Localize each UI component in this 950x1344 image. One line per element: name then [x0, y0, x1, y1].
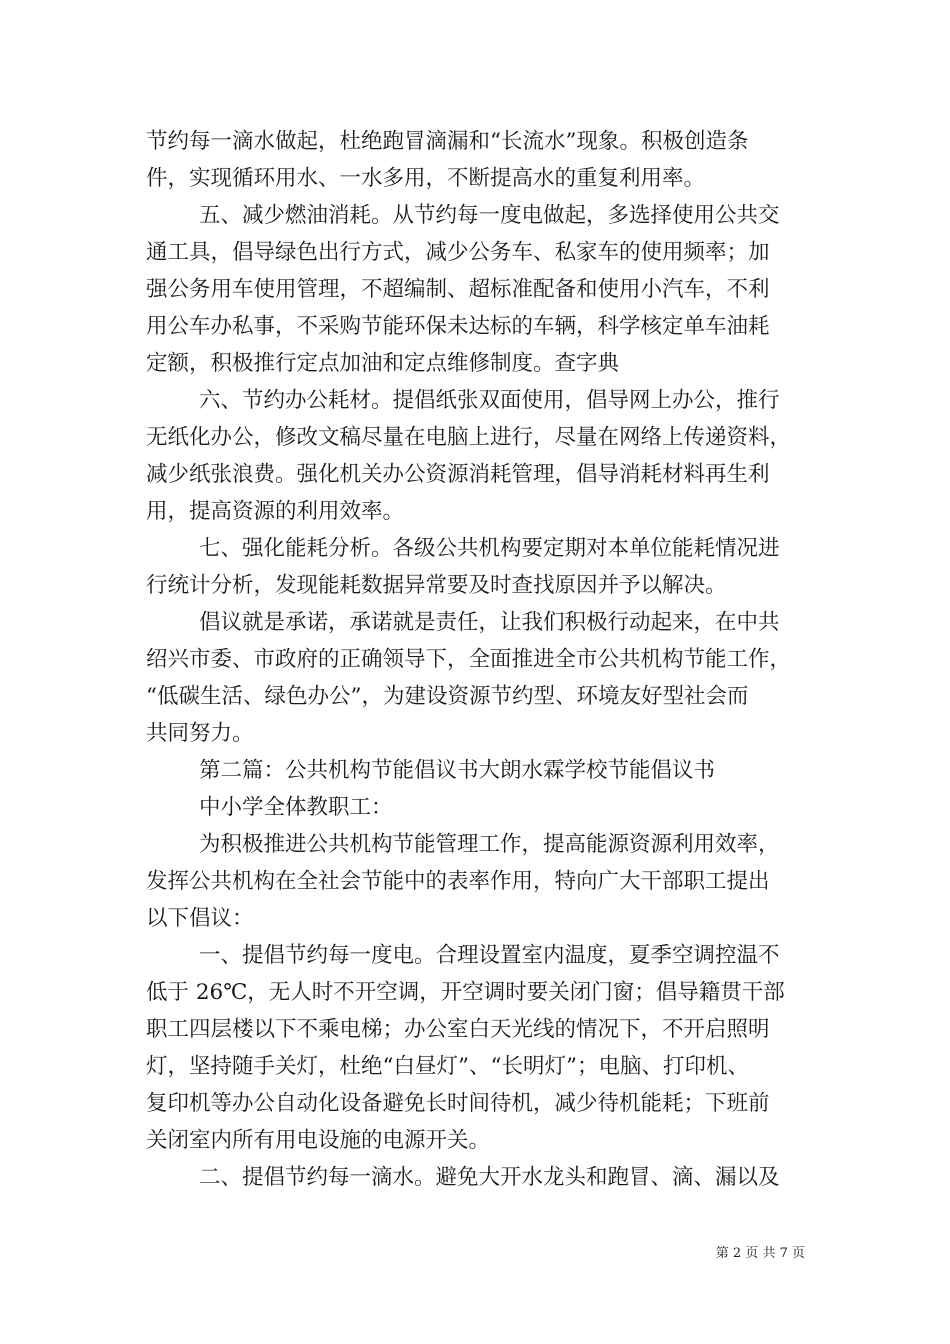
- text-line: 行统计分析，发现能耗数据异常要及时查找原因并予以解决。: [146, 573, 727, 598]
- text-line: 无纸化办公，修改文稿尽量在电脑上进行，尽量在网络上传递资料，: [146, 425, 792, 450]
- paragraph-start-line: 二、提倡节约每一滴水。避免大开水龙头和跑冒、滴、漏以及: [199, 1165, 780, 1190]
- paragraph-start-line: 倡议就是承诺，承诺就是责任，让我们积极行动起来，在中共: [199, 610, 780, 635]
- text-line: 强公务用车使用管理，不超编制、超标准配备和使用小汽车，不利: [146, 277, 770, 302]
- text-line: 用，提高资源的利用效率。: [146, 499, 405, 524]
- text-line: 通工具，倡导绿色出行方式，减少公务车、私家车的使用频率；加: [146, 240, 770, 265]
- text-line: 以下倡议：: [146, 906, 254, 931]
- paragraph-start-line: 为积极推进公共机构节能管理工作，提高能源资源利用效率，: [199, 832, 780, 857]
- text-line: 职工四层楼以下不乘电梯；办公室白天光线的情况下，不开启照明: [146, 1017, 770, 1042]
- paragraph-start-line: 五、减少燃油消耗。从节约每一度电做起，多选择使用公共交: [199, 203, 780, 228]
- text-line: 件，实现循环用水、一水多用，不断提高水的重复利用率。: [146, 166, 706, 191]
- text-line: 发挥公共机构在全社会节能中的表率作用，特向广大干部职工提出: [146, 869, 770, 894]
- paragraph-start-line: 六、节约办公耗材。提倡纸张双面使用，倡导网上办公，推行: [199, 388, 780, 413]
- salutation-line: 中小学全体教职工：: [199, 795, 393, 820]
- page-number-footer: 第 2 页 共 7 页: [715, 1246, 805, 1261]
- text-line: 用公车办私事，不采购节能环保未达标的车辆，科学核定单车油耗: [146, 314, 770, 339]
- section-heading: 第二篇：公共机构节能倡议书大朗水霖学校节能倡议书: [199, 758, 716, 783]
- text-line: “低碳生活、绿色办公”，为建设资源节约型、环境友好型社会而: [146, 684, 749, 709]
- text-line: 灯，坚持随手关灯，杜绝“白昼灯”、“长明灯”；电脑、打印机、: [146, 1054, 749, 1079]
- text-line: 低于 26℃，无人时不开空调，开空调时要关闭门窗；倡导籍贯干部: [146, 980, 785, 1005]
- text-line: 复印机等办公自动化设备避免长时间待机，减少待机能耗；下班前: [146, 1091, 770, 1116]
- text-line: 定额，积极推行定点加油和定点维修制度。查字典: [146, 351, 620, 376]
- paragraph-start-line: 一、提倡节约每一度电。合理设置室内温度，夏季空调控温不: [199, 943, 780, 968]
- text-line: 共同努力。: [146, 721, 254, 746]
- paragraph-start-line: 七、强化能耗分析。各级公共机构要定期对本单位能耗情况进: [199, 536, 780, 561]
- text-line: 绍兴市委、市政府的正确领导下，全面推进全市公共机构节能工作，: [146, 647, 792, 672]
- text-line: 节约每一滴水做起，杜绝跑冒滴漏和“长流水”现象。积极创造条: [146, 129, 749, 154]
- text-line: 减少纸张浪费。强化机关办公资源消耗管理，倡导消耗材料再生利: [146, 462, 770, 487]
- text-line: 关闭室内所有用电设施的电源开关。: [146, 1128, 491, 1153]
